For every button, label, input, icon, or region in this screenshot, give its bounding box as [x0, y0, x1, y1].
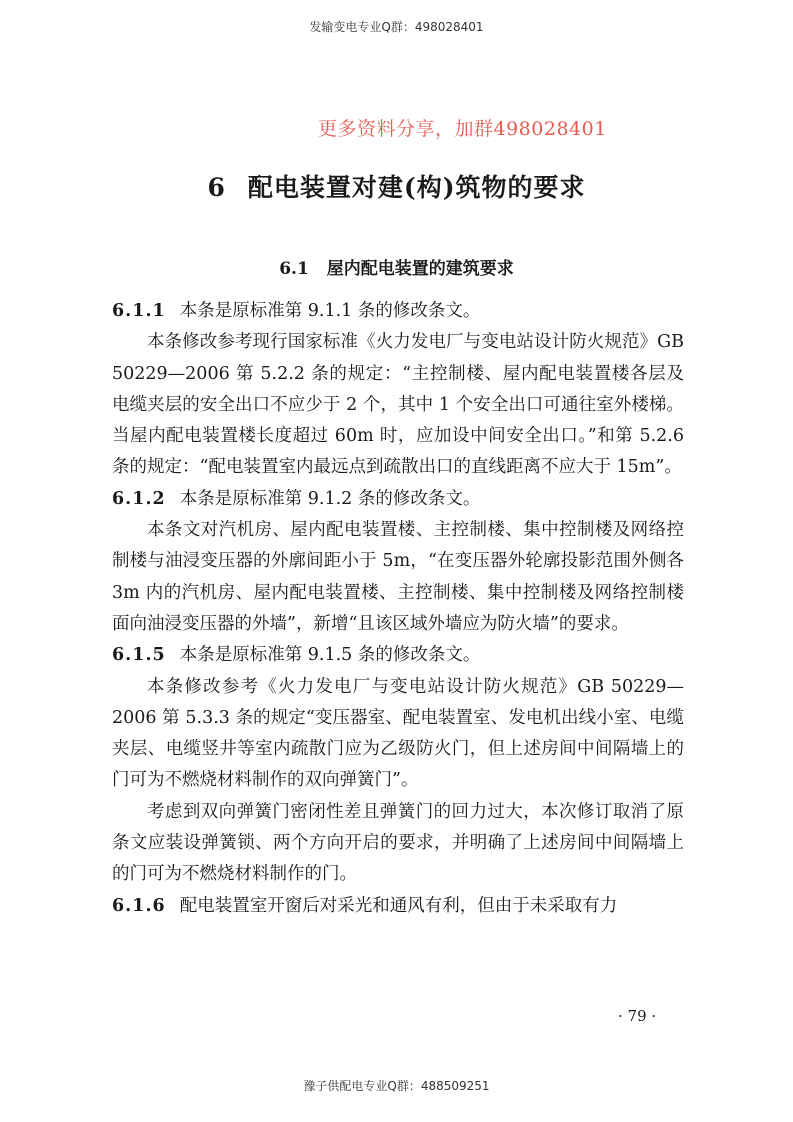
watermark-top: 发输变电专业Q群：498028401 [309, 20, 484, 34]
clause-number: 6.1.1 [112, 301, 166, 321]
paragraph-text: 本条是原标准第 9.1.5 条的修改条文。 [179, 645, 481, 666]
section-title [0, 254, 793, 279]
paragraph: 本条修改参考《火力发电厂与变电站设计防火规范》GB 50229—2006 第 5.3.3 条的规定“变压器室、配电装置室、发电机出线小室、电缆夹层、电缆竖井等室内疏散门应为乙级防火门，但上述房间中间隔墙上的门可为不燃烧材料制作的双向弹簧门”。 [112, 676, 684, 791]
paragraph: 本条修改参考现行国家标准《火力发电厂与变电站设计防火规范》GB 50229—2006 第 5.2.2 条的规定：“主控制楼、屋内配电装置楼各层及电缆夹层的安全出口不应少于 2 个，其中 1 个安全出口可通往室外楼梯。当屋内配电装置楼长度超过 60m 时，应加设中间安全出口。”和第 5.2.6 条的规定：“配电装置室内最远点到疏散出口的直线距离不应大于 15m”。 [112, 332, 684, 478]
paragraph-text: 配电装置室开窗后对采光和通风有利，但由于未采取有力 [179, 895, 618, 916]
section-title-text: 屋内配电装置的建筑要求 [326, 259, 514, 279]
watermark-bottom: 豫子供配电专业Q群：488509251 [303, 1079, 490, 1093]
clause-paragraph [112, 296, 684, 327]
paragraph-text: 本条是原标准第 9.1.2 条的修改条文。 [179, 488, 481, 509]
paragraph-text: 本条是原标准第 9.1.1 条的修改条文。 [179, 301, 481, 321]
chapter-title [0, 168, 793, 204]
chapter-number: 6 [207, 173, 226, 202]
page-number: · 79 · [618, 1007, 657, 1025]
clause-number: 6.1.2 [112, 488, 166, 509]
clause-paragraph [112, 640, 684, 671]
section-number: 6.1 [279, 259, 309, 279]
paragraph: 考虑到双向弹簧门密闭性差且弹簧门的回力过大，本次修订取消了原条文应装设弹簧锁、两个方向开启的要求，并明确了上述房间中间隔墙上的门可为不燃烧材料制作的门。 [112, 801, 684, 885]
paragraph: 本条文对汽机房、屋内配电装置楼、主控制楼、集中控制楼及网络控制楼与油浸变压器的外廓间距小于 5m，“在变压器外轮廓投影范围外侧各 3m 内的汽机房、屋内配电装置楼、主控制楼、集中控制楼及网络控制楼面向油浸变压器的外墙”，新增“且该区域外墙应为防火墙”的要求。 [112, 520, 684, 634]
clause-paragraph [112, 484, 684, 515]
watermark-share: 更多资料分享，加群498028401 [318, 118, 607, 140]
body-text [112, 296, 684, 922]
clause-number: 6.1.5 [112, 645, 166, 666]
chapter-title-text: 配电装置对建(构)筑物的要求 [247, 173, 586, 202]
clause-number: 6.1.6 [112, 895, 166, 916]
clause-paragraph [112, 891, 684, 922]
